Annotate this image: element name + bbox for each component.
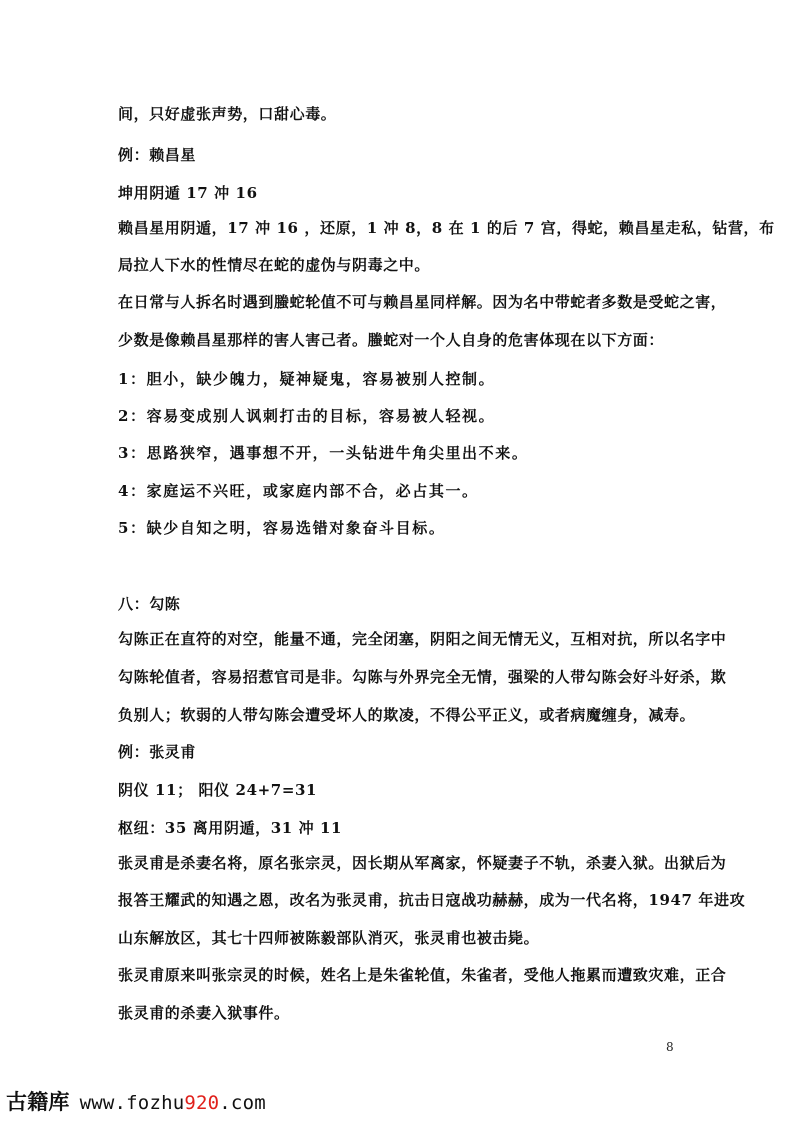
example-heading: 例：张灵甫 (118, 743, 197, 761)
list-item: 1：胆小，缺少魄力，疑神疑鬼，容易被别人控制。 (118, 370, 496, 388)
list-item: 4：家庭运不兴旺，或家庭内部不合，必占其一。 (118, 482, 479, 500)
body-line: 坤用阴遁 17 冲 16 (118, 184, 258, 202)
body-line: 赖昌星用阴遁，17 冲 16 ，还原，1 冲 8，8 在 1 的后 7 宫，得蛇，赖昌星走私，钻营，布 (118, 219, 775, 237)
list-item: 2：容易变成别人讽刺打击的目标，容易被人轻视。 (118, 407, 496, 425)
body-line: 张灵甫是杀妻名将，原名张宗灵，因长期从军离家，怀疑妻子不轨，杀妻入狱。出狱后为 (118, 854, 727, 872)
body-line: 阴仪 11； 阳仪 24+7=31 (118, 781, 318, 799)
example-heading: 例：赖昌星 (118, 146, 197, 164)
body-line: 张灵甫原来叫张宗灵的时候，姓名上是朱雀轮值，朱雀者，受他人拖累而遭致灾难，正合 (118, 966, 727, 984)
list-item: 3：思路狭窄，遇事想不开，一头钻进牛角尖里出不来。 (118, 444, 529, 462)
body-line: 勾陈轮值者，容易招惹官司是非。勾陈与外界完全无情，强梁的人带勾陈会好斗好杀，欺 (118, 668, 727, 686)
body-line: 张灵甫的杀妻入狱事件。 (118, 1004, 290, 1022)
body-line: 在日常与人拆名时遇到螣蛇轮值不可与赖昌星同样解。因为名中带蛇者多数是受蛇之害， (118, 293, 727, 311)
list-item: 5：缺少自知之明，容易选错对象奋斗目标。 (118, 519, 446, 537)
body-line: 少数是像赖昌星那样的害人害己者。螣蛇对一个人自身的危害体现在以下方面： (118, 331, 665, 349)
site-url-prefix: www.fozhu (79, 1092, 185, 1114)
body-line: 负别人；软弱的人带勾陈会遭受坏人的欺凌，不得公平正义，或者病魔缠身，减寿。 (118, 706, 696, 724)
body-line: 局拉人下水的性情尽在蛇的虚伪与阴毒之中。 (118, 256, 431, 274)
body-line: 山东解放区，其七十四师被陈毅部队消灭，张灵甫也被击毙。 (118, 929, 540, 947)
footer-watermark[interactable] (6, 1086, 266, 1116)
body-line: 勾陈正在直符的对空，能量不通，完全闭塞，阴阳之间无情无义，互相对抗，所以名字中 (118, 630, 727, 648)
body-line: 报答王耀武的知遇之恩，改名为张灵甫，抗击日寇战功赫赫，成为一代名将，1947 年进攻 (118, 891, 746, 909)
site-url-accent: 920 (184, 1092, 220, 1114)
body-line: 间，只好虚张声势，口甜心毒。 (118, 105, 337, 123)
site-url-suffix: .com (219, 1092, 266, 1114)
body-line: 枢纽：35 离用阴遁，31 冲 11 (118, 819, 343, 837)
page-number: 8 (666, 1040, 674, 1054)
section-heading: 八：勾陈 (118, 595, 181, 613)
site-name: 古籍库 (6, 1090, 70, 1114)
